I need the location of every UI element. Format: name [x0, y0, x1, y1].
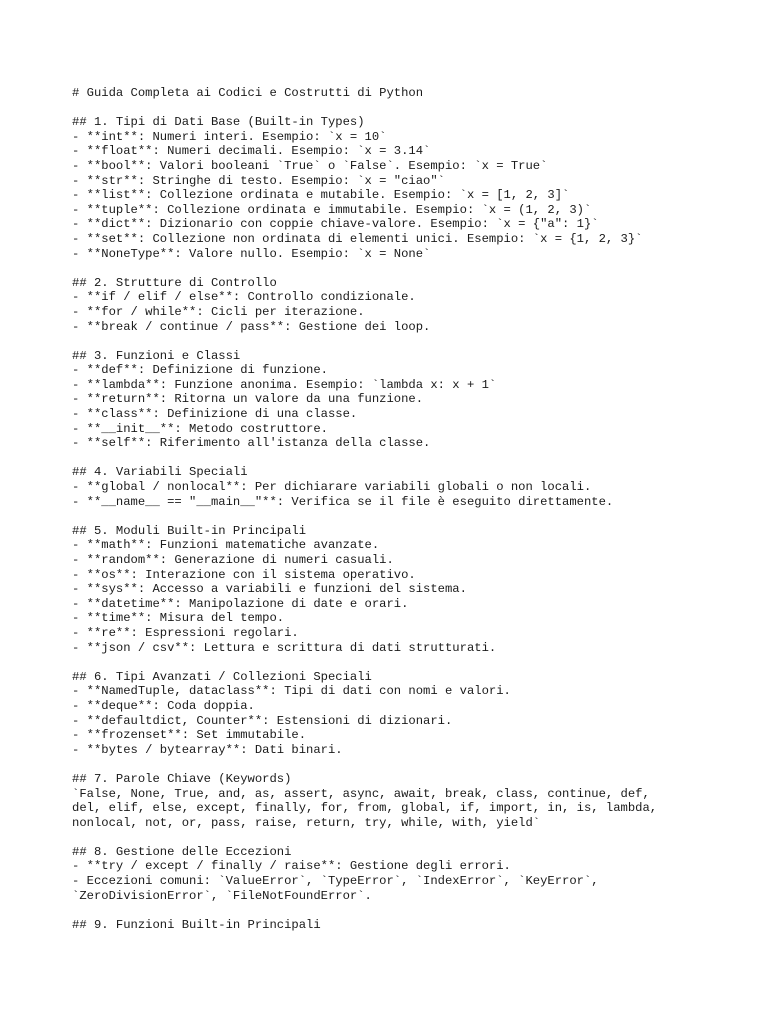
document-line: - **NamedTuple, dataclass**: Tipi di dati con nomi e valori. [72, 684, 511, 699]
document-line: `ZeroDivisionError`, `FileNotFoundError`. [72, 888, 372, 903]
document-line: - **bool**: Valori booleani `True` o `False`. Esempio: `x = True` [72, 158, 548, 173]
document-line: - **dict**: Dizionario con coppie chiave-valore. Esempio: `x = {"a": 1}` [72, 217, 599, 232]
document-line: - **float**: Numeri decimali. Esempio: `x = 3.14` [72, 144, 431, 159]
document-line: ## 1. Tipi di Dati Base (Built-in Types) [72, 115, 365, 130]
document-line: - **__init__**: Metodo costruttore. [72, 421, 328, 436]
document-line: - **bytes / bytearray**: Dati binari. [72, 742, 343, 757]
document-line [72, 655, 752, 670]
document-line: - **list**: Collezione ordinata e mutabile. Esempio: `x = [1, 2, 3]` [72, 188, 570, 203]
document-line: ## 4. Variabili Speciali [72, 465, 248, 480]
document-text [72, 86, 752, 932]
document-line: - **json / csv**: Lettura e scrittura di dati strutturati. [72, 640, 497, 655]
document-line: - **re**: Espressioni regolari. [72, 625, 299, 640]
document-line: # Guida Completa ai Codici e Costrutti di Python [72, 86, 424, 100]
document-line [72, 261, 752, 276]
document-line: - **try / except / finally / raise**: Gestione degli errori. [72, 859, 511, 874]
document-line [72, 101, 752, 116]
document-line: ## 5. Moduli Built-in Principali [72, 523, 307, 538]
document-line: del, elif, else, except, finally, for, from, global, if, import, in, is, lambda, [72, 801, 658, 816]
document-line: nonlocal, not, or, pass, raise, return, try, while, with, yield` [72, 815, 541, 830]
document-line: - **datetime**: Manipolazione di date e orari. [72, 596, 409, 611]
document-line: - **tuple**: Collezione ordinata e immutabile. Esempio: `x = (1, 2, 3)` [72, 202, 592, 217]
document-line: - **os**: Interazione con il sistema operativo. [72, 567, 416, 582]
document-line: - **defaultdict, Counter**: Estensioni di dizionari. [72, 713, 453, 728]
document-line: - **def**: Definizione di funzione. [72, 363, 328, 378]
document-line: - **global / nonlocal**: Per dichiarare variabili globali o non locali. [72, 480, 592, 495]
document-line: - **if / elif / else**: Controllo condizionale. [72, 290, 416, 305]
document-line [72, 509, 752, 524]
document-line: - **set**: Collezione non ordinata di elementi unici. Esempio: `x = {1, 2, 3}` [72, 231, 643, 246]
document-line: - **__name__ == "__main__"**: Verifica se il file è eseguito direttamente. [72, 494, 614, 509]
document-line: - **frozenset**: Set immutabile. [72, 728, 307, 743]
document-line: - **deque**: Coda doppia. [72, 698, 255, 713]
document-line: ## 6. Tipi Avanzati / Collezioni Speciali [72, 669, 372, 684]
document-line: - **time**: Misura del tempo. [72, 611, 285, 626]
document-line: - **lambda**: Funzione anonima. Esempio: `lambda x: x + 1` [72, 377, 497, 392]
document-line [72, 757, 752, 772]
document-line: - **break / continue / pass**: Gestione dei loop. [72, 319, 431, 334]
document-line [72, 903, 752, 918]
document-line: - Eccezioni comuni: `ValueError`, `TypeError`, `IndexError`, `KeyError`, [72, 874, 599, 889]
document-line: - **return**: Ritorna un valore da una funzione. [72, 392, 424, 407]
document-line: - **sys**: Accesso a variabili e funzioni del sistema. [72, 582, 467, 597]
document-line [72, 451, 752, 466]
document-line: - **for / while**: Cicli per iterazione. [72, 304, 365, 319]
document-line: - **math**: Funzioni matematiche avanzate. [72, 538, 380, 553]
document-line: ## 3. Funzioni e Classi [72, 348, 241, 363]
document-line: - **class**: Definizione di una classe. [72, 407, 358, 422]
document-line [72, 830, 752, 845]
document-line: - **NoneType**: Valore nullo. Esempio: `x = None` [72, 246, 431, 261]
document-line: ## 2. Strutture di Controllo [72, 275, 277, 290]
document-line: ## 8. Gestione delle Eccezioni [72, 844, 292, 859]
document-line [72, 334, 752, 349]
document-line: - **int**: Numeri interi. Esempio: `x = 10` [72, 129, 387, 144]
document-line: ## 9. Funzioni Built-in Principali [72, 917, 321, 932]
document-line: - **str**: Stringhe di testo. Esempio: `x = "ciao"` [72, 173, 445, 188]
document-line: - **random**: Generazione di numeri casuali. [72, 553, 394, 567]
document-line: `False, None, True, and, as, assert, async, await, break, class, continue, def, [72, 786, 650, 801]
document-line: ## 7. Parole Chiave (Keywords) [72, 771, 292, 786]
document-line: - **self**: Riferimento all'istanza della classe. [72, 436, 431, 451]
